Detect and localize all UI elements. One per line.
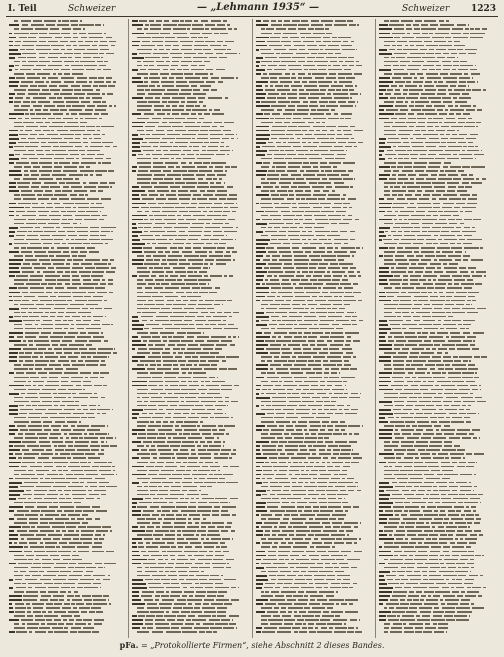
- illegible-entry-line: [9, 630, 125, 634]
- column-4: [376, 19, 498, 638]
- page-number: 1223: [470, 4, 496, 14]
- header-rule: [6, 16, 498, 17]
- page-footer: [6, 639, 498, 651]
- section-label: I. Teil: [8, 4, 37, 14]
- column-2: [129, 19, 252, 638]
- page-header: [6, 3, 498, 15]
- keyword-left: Schweizer: [68, 4, 116, 14]
- illegible-entry-line: [379, 630, 495, 634]
- footer-note: = „Protokollierte Firmen“, siehe Abschnitt 2 dieses Bandes.: [140, 641, 385, 650]
- illegible-entry-line: [256, 630, 372, 634]
- column-3: [253, 19, 376, 638]
- column-1: [6, 19, 129, 638]
- illegible-entry-line: [132, 630, 248, 634]
- keyword-right: Schweizer: [402, 4, 450, 14]
- footer-abbreviation: pFa.: [119, 640, 139, 650]
- running-title: — „Lehmann 1935“ —: [196, 2, 320, 13]
- columns: [6, 19, 498, 638]
